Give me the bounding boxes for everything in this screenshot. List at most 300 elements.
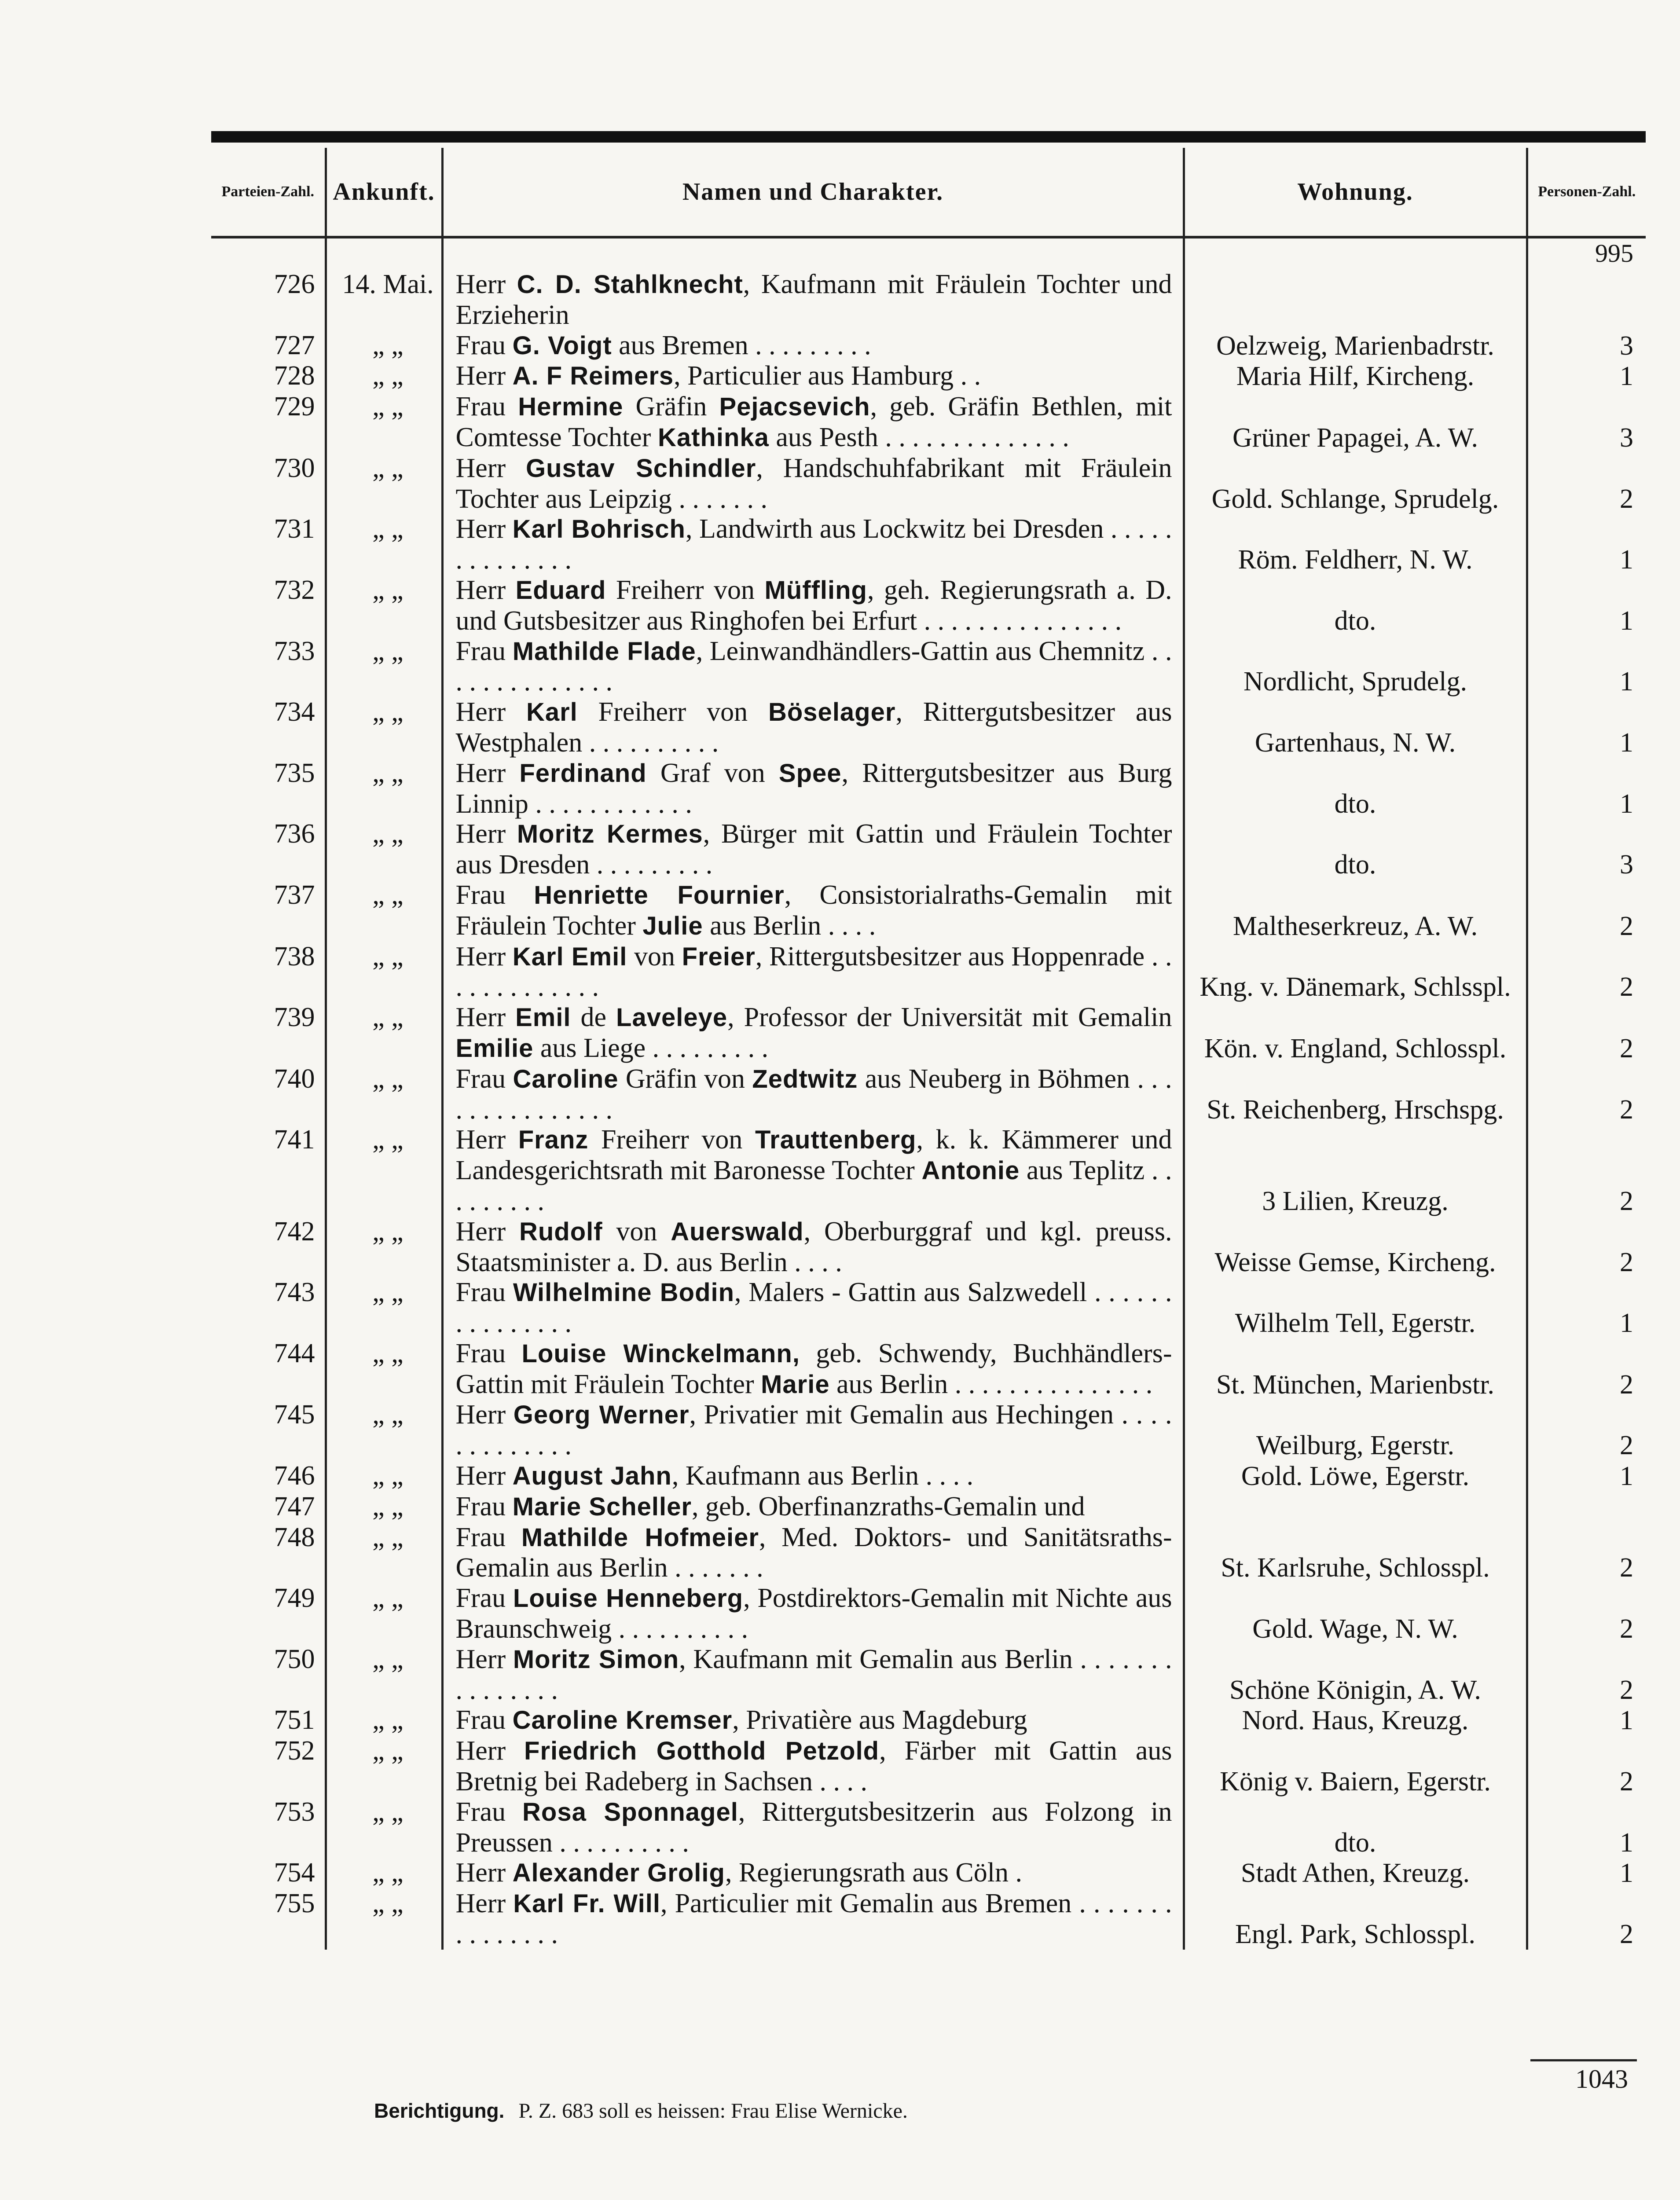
entry-number: 732 [211, 575, 326, 636]
entry-persons: 2 [1620, 1186, 1633, 1216]
entry-text: , Handschuhfabrikant mit Fräulein Tochter aus Leipzig . . . . . . . [455, 453, 1172, 514]
entry-text: aus Berlin . . . . [703, 910, 876, 941]
entry-text: Herr [455, 697, 526, 727]
entry-persons: 1 [1620, 667, 1633, 697]
table-row [211, 1705, 1646, 1736]
guest-name: Karl Fr. Will [513, 1889, 660, 1918]
entry-arrival: „ „ [326, 1400, 442, 1461]
entry-arrival: „ „ [326, 1217, 442, 1278]
entry-number: 726 [211, 269, 326, 330]
entry-text: , Rittergutsbesitzerin aus Folzong in Preussen . . . . . . . . . . [455, 1797, 1172, 1858]
entry-number: 740 [211, 1064, 326, 1125]
entry-persons: 2 [1620, 911, 1633, 941]
entry-text: von [627, 941, 682, 972]
entry-name-character [442, 361, 1184, 392]
entry-residence: Gold. Schlange, Sprudelg. [1184, 453, 1527, 514]
entry-persons: 2 [1620, 1675, 1633, 1705]
entry-number: 750 [211, 1644, 326, 1705]
entry-persons: 2 [1620, 1767, 1633, 1797]
total-sum: 1043 [1530, 2059, 1637, 2097]
table-row [211, 942, 1646, 1003]
entry-text: Herr [455, 1461, 513, 1491]
entry-number: 739 [211, 1002, 326, 1064]
table-row [211, 1797, 1646, 1858]
entry-text: geb. Schwendy, Buchhändlers-Gattin mit Fräulein Tochter [455, 1338, 1172, 1399]
entry-number: 743 [211, 1277, 326, 1338]
entry-residence: St. Reichenberg, Hrschspg. [1184, 1064, 1527, 1125]
entry-name-character [442, 942, 1184, 1003]
entry-persons: 3 [1620, 330, 1633, 361]
table-row [211, 575, 1646, 636]
entry-persons: 2 [1620, 1369, 1633, 1400]
table-row [211, 1583, 1646, 1644]
table-row [211, 636, 1646, 697]
entry-arrival: „ „ [326, 1888, 442, 1950]
guest-name: Mathilde Flade [512, 637, 696, 666]
entry-text: Frau [455, 1338, 522, 1368]
entry-residence: Grüner Papagei, A. W. [1184, 392, 1527, 453]
entry-text: Herr [455, 269, 517, 299]
entry-text: Herr [455, 361, 513, 391]
entry-number: 745 [211, 1400, 326, 1461]
entry-name-character [442, 1400, 1184, 1461]
entry-arrival: „ „ [326, 1644, 442, 1705]
entry-text: , Kaufmann mit Fräulein Tochter und Erzieherin [455, 269, 1172, 330]
entry-residence: dto. [1184, 819, 1527, 880]
table-row [211, 1461, 1646, 1492]
entry-persons: 1 [1620, 1461, 1633, 1492]
entry-name-character [442, 1338, 1184, 1400]
entry-text: de [571, 1002, 616, 1033]
entry-persons [1527, 269, 1646, 330]
entry-residence: Stadt Athen, Kreuzg. [1184, 1858, 1527, 1888]
guest-name: Eduard [515, 576, 606, 605]
entry-residence: Gartenhaus, N. W. [1184, 697, 1527, 758]
entry-residence: Schöne Königin, A. W. [1184, 1644, 1527, 1705]
entry-name-character [442, 1888, 1184, 1950]
guest-name: Ferdinand [519, 759, 647, 788]
table-row [211, 392, 1646, 453]
entry-arrival: „ „ [326, 1522, 442, 1584]
entry-residence: König v. Baiern, Egerstr. [1184, 1736, 1527, 1797]
entry-text: , Rittergutsbesitzer aus Hoppenrade . . . . . . . . . . . . . [455, 941, 1172, 1002]
entry-name-character [442, 697, 1184, 758]
entry-residence: dto. [1184, 1797, 1527, 1858]
table-row [211, 330, 1646, 361]
entry-text: Herr [455, 1216, 519, 1247]
entry-number: 748 [211, 1522, 326, 1584]
entry-text: aus Neuberg in Böhmen . . . . . . . . . . . . . . . [455, 1063, 1172, 1125]
guest-name: Marie Scheller [512, 1492, 692, 1521]
entry-name-character [442, 575, 1184, 636]
guest-name: Moritz Simon [513, 1645, 679, 1674]
guest-name: Rosa Sponnagel [522, 1797, 738, 1826]
entry-name-character [442, 1492, 1184, 1522]
entry-text: , geb. Oberfinanzraths-Gemalin und [691, 1491, 1085, 1522]
entry-text: Herr [455, 1002, 516, 1033]
table-row [211, 880, 1646, 942]
entry-residence: Maltheserkreuz, A. W. [1184, 880, 1527, 942]
entry-persons: 2 [1620, 1094, 1633, 1125]
entry-text: Herr [455, 819, 517, 849]
entry-number: 753 [211, 1797, 326, 1858]
entry-persons: 1 [1620, 1827, 1633, 1858]
entry-persons: 3 [1620, 422, 1633, 453]
table-row [211, 1002, 1646, 1064]
entry-text: Frau [455, 1063, 513, 1094]
entry-text: , Particulier mit Gemalin aus Bremen . . . . . . . . . . . . . . . [455, 1888, 1172, 1950]
entry-text: Herr [455, 1858, 513, 1888]
entry-persons: 2 [1620, 1033, 1633, 1063]
entry-arrival: „ „ [326, 758, 442, 819]
entry-arrival: „ „ [326, 942, 442, 1003]
entry-text: , Postdirektors-Gemalin mit Nichte aus Braunschweig . . . . . . . . . . [455, 1583, 1172, 1644]
table-row [211, 758, 1646, 819]
entry-residence: St. München, Marienbstr. [1184, 1338, 1527, 1400]
table-row [211, 1522, 1646, 1584]
entry-text: , Bürger mit Gattin und Fräulein Tochter aus Dresden . . . . . . . . . [455, 819, 1172, 880]
entry-residence [1184, 1492, 1527, 1522]
entry-residence: Gold. Löwe, Egerstr. [1184, 1461, 1527, 1492]
entry-text: , geh. Regierungsrath a. D. und Gutsbesitzer aus Ringhofen bei Erfurt . . . . . . . . . . . . . . . [455, 575, 1172, 636]
table-row [211, 1644, 1646, 1705]
entry-name-character [442, 1522, 1184, 1584]
entry-number: 752 [211, 1736, 326, 1797]
entry-name-character [442, 1217, 1184, 1278]
entry-number: 738 [211, 942, 326, 1003]
entry-residence: Maria Hilf, Kircheng. [1184, 361, 1527, 392]
entry-text: , Kaufmann mit Gemalin aus Berlin . . . . . . . . . . . . . . . [455, 1644, 1172, 1705]
entry-text: , Med. Doktors- und Sanitätsraths-Gemalin aus Berlin . . . . . . . [455, 1522, 1172, 1583]
entry-residence: Wilhelm Tell, Egerstr. [1184, 1277, 1527, 1338]
entry-name-character [442, 1461, 1184, 1492]
footnote-text: P. Z. 683 soll es heissen: Frau Elise Wernicke. [518, 2099, 908, 2123]
table-row [211, 453, 1646, 514]
header-row [211, 148, 1646, 237]
guest-name: Spee [778, 759, 842, 788]
entry-residence: Kön. v. England, Schlosspl. [1184, 1002, 1527, 1064]
table-row [211, 1492, 1646, 1522]
entry-arrival: „ „ [326, 880, 442, 942]
entry-text: Freiherr von [606, 575, 765, 605]
entry-number: 737 [211, 880, 326, 942]
entry-text: , Landwirth aus Lockwitz bei Dresden . . . . . . . . . . . . . . [455, 514, 1172, 575]
entry-text: aus Berlin . . . . . . . . . . . . . . . [829, 1369, 1153, 1399]
table-row [211, 1888, 1646, 1950]
entry-name-character [442, 1736, 1184, 1797]
entry-text: aus Bremen . . . . . . . . . [612, 330, 871, 360]
guest-name: Henriette Fournier [534, 880, 785, 909]
entry-number: 728 [211, 361, 326, 392]
entry-text: Herr [455, 941, 513, 972]
guest-name: Pejacsevich [719, 392, 870, 422]
entry-residence: St. Karlsruhe, Schlosspl. [1184, 1522, 1527, 1584]
entry-arrival: „ „ [326, 636, 442, 697]
entry-residence: Weilburg, Egerstr. [1184, 1400, 1527, 1461]
guest-name: Karl Bohrisch [512, 515, 686, 544]
guest-name: Kathinka [657, 423, 769, 452]
guest-name: Rudolf [519, 1217, 603, 1246]
entry-text: von [602, 1216, 671, 1247]
guest-name: Emil [515, 1003, 571, 1032]
entry-residence: Nord. Haus, Kreuzg. [1184, 1705, 1527, 1736]
entry-arrival: „ „ [326, 361, 442, 392]
entry-text: Frau [455, 1583, 513, 1613]
entry-persons: 1 [1620, 727, 1633, 758]
entry-persons: 2 [1620, 1614, 1633, 1644]
entry-text: , k. k. Kämmerer und Landesgerichtsrath mit Baronesse Tochter [455, 1125, 1172, 1186]
entry-text: Gräfin [623, 392, 719, 422]
entry-text: aus Teplitz . . . . . . . . . [455, 1155, 1172, 1216]
entry-name-character [442, 1064, 1184, 1125]
entry-arrival: „ „ [326, 1125, 442, 1216]
entry-text: , Rittergutsbesitzer aus Westphalen . . . . . . . . . . [455, 697, 1172, 758]
table-row [211, 514, 1646, 575]
guest-name: Julie [642, 911, 703, 940]
entry-name-character [442, 514, 1184, 575]
table-body [211, 237, 1646, 1950]
table-row [211, 697, 1646, 758]
entry-number: 729 [211, 392, 326, 453]
entry-text: Frau [455, 1797, 523, 1827]
entry-arrival: „ „ [326, 1736, 442, 1797]
entry-text: , Rittergutsbesitzer aus Burg Linnip . . . . . . . . . . . . [455, 758, 1172, 819]
guest-name: Franz [518, 1126, 589, 1155]
entry-persons: 1 [1620, 788, 1633, 819]
entry-persons: 1 [1620, 1705, 1633, 1736]
table-row [211, 1338, 1646, 1400]
entry-arrival: „ „ [326, 1583, 442, 1644]
entry-text: , Professor der Universität mit Gemalin [727, 1002, 1172, 1033]
entry-persons: 1 [1620, 605, 1633, 636]
guest-name: Freier [682, 942, 756, 971]
entry-persons: 1 [1620, 361, 1633, 392]
entry-name-character [442, 1644, 1184, 1705]
guest-name: Georg Werner [513, 1401, 690, 1430]
entry-persons: 1 [1620, 545, 1633, 575]
table-row [211, 269, 1646, 330]
guest-name: Friedrich Gotthold Petzold [524, 1737, 880, 1766]
header-wohnung: Wohnung. [1184, 148, 1527, 237]
entry-text: Frau [455, 1705, 513, 1735]
entry-residence: Kng. v. Dänemark, Schlsspl. [1184, 942, 1527, 1003]
entry-text: Frau [455, 392, 518, 422]
entry-persons: 3 [1620, 850, 1633, 880]
entry-text: Freiherr von [577, 697, 768, 727]
entry-text: Gräfin von [618, 1063, 752, 1094]
guest-name: Emilie [455, 1034, 534, 1063]
entry-persons: 2 [1620, 1247, 1633, 1277]
entry-name-character [442, 819, 1184, 880]
guest-name: Mathilde Hofmeier [521, 1523, 759, 1552]
entry-number: 741 [211, 1125, 326, 1216]
entry-text: Frau [455, 1491, 513, 1522]
entry-residence: Engl. Park, Schlosspl. [1184, 1888, 1527, 1950]
guest-name: Karl [526, 698, 578, 727]
entry-name-character [442, 1858, 1184, 1888]
entry-text: , Particulier aus Hamburg . . [674, 361, 981, 391]
guest-name: Trauttenberg [755, 1126, 917, 1155]
guest-name: Caroline [513, 1064, 619, 1093]
entry-arrival: „ „ [326, 1797, 442, 1858]
entry-number: 736 [211, 819, 326, 880]
entry-name-character [442, 330, 1184, 361]
entry-residence: Oelzweig, Marienbadrstr. [1184, 330, 1527, 361]
entry-text: Herr [455, 1736, 525, 1766]
entry-arrival: „ „ [326, 1858, 442, 1888]
entry-text: , Leinwandhändlers-Gattin aus Chemnitz . . . . . . . . . . . . . . [455, 636, 1172, 697]
entry-residence: dto. [1184, 758, 1527, 819]
table-row [211, 1277, 1646, 1338]
entry-text: , Consistorialraths-Gemalin mit Fräulein Tochter [455, 880, 1172, 941]
header-ankunft: Ankunft. [326, 148, 442, 237]
entry-text: Herr [455, 453, 526, 483]
entry-residence: Röm. Feldherr, N. W. [1184, 514, 1527, 575]
entry-number: 746 [211, 1461, 326, 1492]
entry-persons: 2 [1620, 1553, 1633, 1583]
entry-number: 727 [211, 330, 326, 361]
entry-arrival: „ „ [326, 1461, 442, 1492]
guest-name: Antonie [921, 1156, 1020, 1185]
entry-number: 735 [211, 758, 326, 819]
guest-name: Wilhelmine Bodin [513, 1278, 735, 1307]
entry-text: Frau [455, 1277, 513, 1308]
entry-arrival: „ „ [326, 1492, 442, 1522]
entry-residence: Nordlicht, Sprudelg. [1184, 636, 1527, 697]
header-personen: Personen-Zahl. [1527, 148, 1646, 237]
entry-text: Herr [455, 1400, 514, 1430]
header-num: Parteien-Zahl. [211, 148, 326, 237]
entry-text: Herr [455, 758, 520, 788]
table-row [211, 1125, 1646, 1216]
table-row [211, 1400, 1646, 1461]
entry-name-character [442, 269, 1184, 330]
entry-arrival: „ „ [326, 1338, 442, 1400]
guest-list-table [211, 148, 1646, 1950]
top-rule [211, 131, 1646, 143]
entry-name-character [442, 392, 1184, 453]
entry-arrival: „ „ [326, 514, 442, 575]
header-namen: Namen und Charakter. [442, 148, 1184, 237]
entry-name-character [442, 453, 1184, 514]
entry-text: , Malers - Gattin aus Salzwedell . . . . . . . . . . . . . . . [455, 1277, 1172, 1338]
entry-name-character [442, 1125, 1184, 1216]
entry-name-character [442, 758, 1184, 819]
guest-name: Marie [761, 1370, 830, 1399]
entry-arrival: „ „ [326, 1002, 442, 1064]
entry-text: Frau [455, 330, 513, 360]
entry-text: , Färber mit Gattin aus Bretnig bei Radeberg in Sachsen . . . . [455, 1736, 1172, 1797]
entry-number: 731 [211, 514, 326, 575]
entry-name-character [442, 1705, 1184, 1736]
entry-text: aus Pesth . . . . . . . . . . . . . . [769, 422, 1069, 452]
entry-residence [1184, 269, 1527, 330]
guest-name: Karl Emil [512, 942, 627, 971]
entry-text: Herr [455, 575, 516, 605]
guest-name: Zedtwitz [752, 1064, 858, 1093]
guest-name: Alexander Grolig [512, 1859, 725, 1888]
entry-persons: 2 [1620, 1430, 1633, 1461]
entry-persons: 2 [1620, 972, 1633, 1002]
entry-arrival: „ „ [326, 1064, 442, 1125]
entry-text: , Privatière aus Magdeburg [732, 1705, 1027, 1735]
entry-number: 747 [211, 1492, 326, 1522]
entry-persons: 2 [1620, 484, 1633, 514]
entry-text: Herr [455, 514, 513, 544]
entry-persons [1527, 1492, 1646, 1522]
guest-name: A. F Reimers [512, 362, 674, 391]
entry-text: Graf von [646, 758, 779, 788]
entry-text: , geb. Gräfin Bethlen, mit Comtesse Tochter [455, 392, 1172, 452]
table-row [211, 1217, 1646, 1278]
guest-name: Müffling [764, 576, 867, 605]
entry-arrival: „ „ [326, 392, 442, 453]
entry-text: Herr [455, 1125, 518, 1155]
guest-name: August Jahn [512, 1462, 672, 1491]
guest-name: Hermine [518, 392, 624, 422]
table-row [211, 361, 1646, 392]
entry-residence: Weisse Gemse, Kircheng. [1184, 1217, 1527, 1278]
table-row [211, 1858, 1646, 1888]
entry-number: 744 [211, 1338, 326, 1400]
entry-name-character [442, 1583, 1184, 1644]
entry-arrival: „ „ [326, 330, 442, 361]
carry-over-value: 995 [1595, 239, 1633, 268]
entry-arrival: „ „ [326, 819, 442, 880]
guest-name: G. Voigt [512, 331, 612, 360]
entry-text: Herr [455, 1888, 514, 1919]
entry-number: 733 [211, 636, 326, 697]
entry-number: 755 [211, 1888, 326, 1950]
entry-text: Frau [455, 880, 534, 910]
entry-text: Freiherr von [588, 1125, 755, 1155]
entry-arrival: 14. Mai. [326, 269, 442, 330]
entry-name-character [442, 1797, 1184, 1858]
guest-name: C. D. Stahlknecht [517, 270, 743, 299]
entry-text: , Kaufmann aus Berlin . . . . [671, 1461, 974, 1491]
guest-name: Laveleye [616, 1003, 728, 1032]
entry-number: 734 [211, 697, 326, 758]
entry-text: Frau [455, 1522, 521, 1552]
guest-name: Caroline Kremser [512, 1706, 733, 1735]
entry-residence: Gold. Wage, N. W. [1184, 1583, 1527, 1644]
entry-number: 730 [211, 453, 326, 514]
entry-number: 742 [211, 1217, 326, 1278]
entry-persons: 2 [1620, 1919, 1633, 1950]
entry-text: aus Liege . . . . . . . . . [533, 1033, 769, 1063]
entry-text: Frau [455, 636, 513, 666]
entry-text: Herr [455, 1644, 513, 1674]
entry-text: , Privatier mit Gemalin aus Hechingen . . . . . . . . . . . . . [455, 1400, 1172, 1461]
entry-number: 754 [211, 1858, 326, 1888]
table-row [211, 1064, 1646, 1125]
entry-arrival: „ „ [326, 453, 442, 514]
footnote [374, 2099, 908, 2123]
entry-text: , Oberburggraf und kgl. preuss. Staatsminister a. D. aus Berlin . . . . [455, 1216, 1172, 1277]
entry-text: , Regierungsrath aus Cöln . [725, 1858, 1022, 1888]
carry-over-row [211, 237, 1646, 269]
guest-name: Louise Henneberg [513, 1584, 744, 1613]
entry-number: 751 [211, 1705, 326, 1736]
entry-arrival: „ „ [326, 1705, 442, 1736]
table-row [211, 819, 1646, 880]
footnote-label: Berichtigung. [374, 2099, 505, 2122]
guest-name: Böselager [768, 698, 896, 727]
guest-name: Louise Winckelmann, [521, 1339, 800, 1368]
entry-name-character [442, 880, 1184, 942]
entry-name-character [442, 1002, 1184, 1064]
entry-arrival: „ „ [326, 575, 442, 636]
